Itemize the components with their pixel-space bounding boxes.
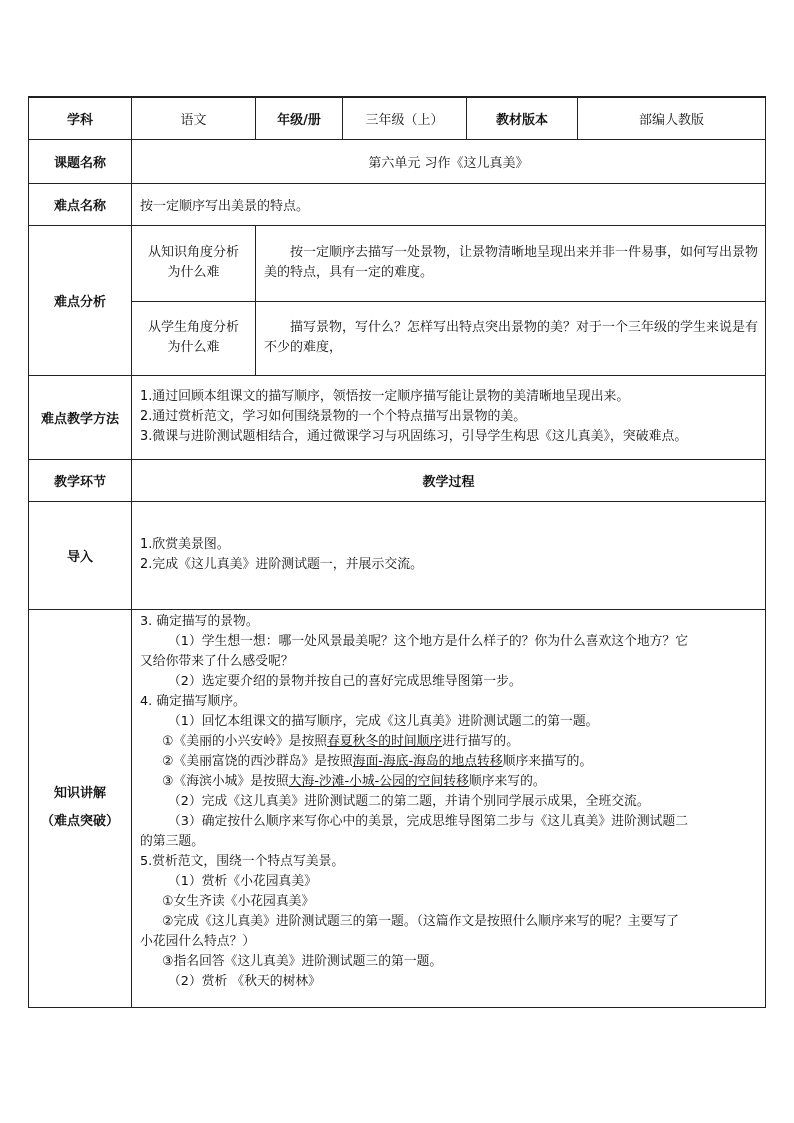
method-content (132, 375, 766, 459)
content-line (140, 772, 765, 792)
method-item: 1.通过回顾本组课文的描写顺序，领悟按一定顺序描写能让景物的美清晰地呈现出来。 (140, 389, 630, 404)
difficulty-row (29, 183, 766, 225)
content-line: 又给你带来了什么感受呢？ (140, 653, 294, 669)
underlined-answer: 大海-沙滩-小城-公园的空间转移 (288, 773, 469, 789)
intro-item: 1.欣赏美景图。 (140, 537, 230, 552)
intro-content (132, 501, 766, 609)
subject-value: 语文 (132, 97, 256, 139)
content-line: ②完成《这儿真美》进阶测试题三的第一题。（这篇作文是按照什么顺序来写的呢？主要写了 (162, 913, 679, 929)
intro-label: 导入 (29, 501, 132, 609)
method-label: 难点教学方法 (29, 375, 132, 459)
knowledge-angle-label-line2: 为什么难 (167, 265, 220, 280)
content-line: （2）赏析 《秋天的树林》 (168, 973, 321, 989)
knowledge-angle-text (256, 225, 766, 301)
content-line (140, 732, 765, 752)
text-span: 顺序来写的。 (468, 773, 546, 789)
content-line: ①女生齐读《小花园真美》 (162, 893, 315, 909)
student-angle-label-line1: 从学生角度分析 (147, 320, 239, 335)
grade-value: 三年级（上） (343, 97, 467, 139)
content-line: 的第三题。 (140, 833, 204, 849)
process-label: 教学过程 (132, 459, 766, 501)
step-heading: 4. 确定描写顺序。 (140, 693, 246, 709)
text-span: 进行描写的。 (442, 733, 519, 749)
step-heading: 3. 确定描写的景物。 (140, 613, 259, 629)
content-line: （2）选定要介绍的景物并按自己的喜好完成思维导图第一步。 (168, 673, 522, 689)
content-line: 小花园什么特点？） (140, 933, 256, 949)
text-span: ②《美丽富饶的西沙群岛》是按照 (162, 753, 353, 769)
header-row (29, 97, 766, 139)
textbook-label: 教材版本 (467, 97, 578, 139)
method-item: 3.微课与进阶测试题相结合，通过微课学习与巩固练习，引导学生构思《这儿真美》，突破难点。 (140, 429, 688, 444)
underlined-answer: 海面-海底-海岛的地点转移 (352, 753, 503, 769)
analysis-row-student (29, 301, 766, 375)
grade-label: 年级/册 (256, 97, 343, 139)
intro-row (29, 501, 766, 609)
content-line: （3）确定按什么顺序来写你心中的美景，完成思维导图第二步与《这儿真美》进阶测试题二 (168, 813, 689, 829)
knowledge-angle-label-line1: 从知识角度分析 (147, 245, 239, 260)
difficulty-label: 难点名称 (29, 183, 132, 225)
content-line: ③指名回答《这儿真美》进阶测试题三的第一题。 (162, 953, 443, 969)
content-line: （2）完成《这儿真美》进阶测试题二的第二题，并请个别同学展示成果，全班交流。 (168, 793, 650, 809)
analysis-row-knowledge (29, 225, 766, 301)
student-angle-label (132, 301, 256, 375)
topic-row (29, 139, 766, 183)
content-line: （1）赏析《小花园真美》 (168, 873, 317, 889)
knowledge-label-line2: （难点突破） (40, 814, 119, 829)
difficulty-value: 按一定顺序写出美景的特点。 (132, 183, 766, 225)
analysis-label: 难点分析 (29, 225, 132, 375)
section-header-row (29, 459, 766, 501)
knowledge-content (132, 609, 766, 1007)
knowledge-angle-label (132, 225, 256, 301)
underlined-answer: 春夏秋冬的时间顺序 (327, 733, 443, 749)
content-line (140, 752, 765, 772)
knowledge-angle-paragraph: 按一定顺序去描写一处景物，让景物清晰地呈现出来并非一件易事，如何写出景物美的特点，具有一定的难度。 (264, 245, 759, 280)
knowledge-label (29, 609, 132, 1007)
step-heading: 5.赏析范文，围绕一个特点写美景。 (140, 853, 345, 869)
method-item: 2.通过赏析范文，学习如何围绕景物的一个个特点描写出景物的美。 (140, 409, 527, 424)
knowledge-label-line1: 知识讲解 (53, 786, 106, 801)
content-line: （1）学生想一想：哪一处风景最美呢？这个地方是什么样子的？你为什么喜欢这个地方？它 (168, 633, 689, 649)
content-line: （1）回忆本组课文的描写顺序，完成《这儿真美》进阶测试题二的第一题。 (168, 713, 599, 729)
knowledge-row (29, 609, 766, 1007)
student-angle-paragraph: 描写景物，写什么？怎样写出特点突出景物的美？对于一个三年级的学生来说是有不少的难度， (264, 320, 759, 355)
stage-label: 教学环节 (29, 459, 132, 501)
method-row (29, 375, 766, 459)
student-angle-label-line2: 为什么难 (167, 340, 220, 355)
lesson-plan-table (28, 96, 766, 1008)
student-angle-text (256, 301, 766, 375)
topic-label: 课题名称 (29, 139, 132, 183)
text-span: ③《海滨小城》是按照 (162, 773, 289, 789)
intro-item: 2.完成《这儿真美》进阶测试题一，并展示交流。 (140, 557, 424, 572)
text-span: 顺序来描写的。 (502, 753, 593, 769)
textbook-value: 部编人教版 (578, 97, 766, 139)
text-span: ①《美丽的小兴安岭》是按照 (162, 733, 328, 749)
subject-label: 学科 (29, 97, 132, 139)
topic-value: 第六单元 习作《这儿真美》 (132, 139, 766, 183)
